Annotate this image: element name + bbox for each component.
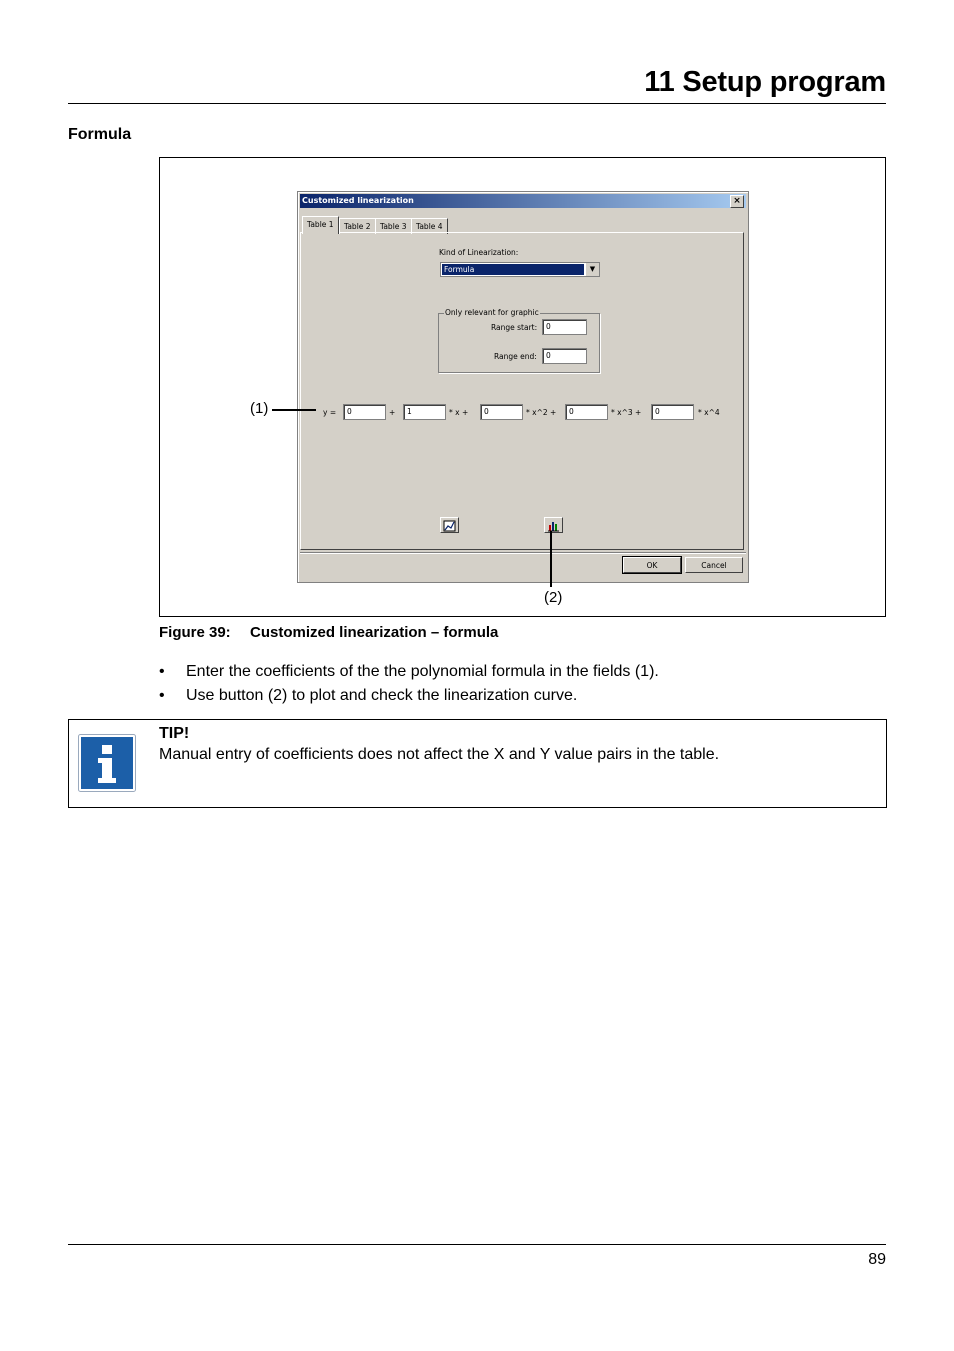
formula-x2-label: * x^2 + xyxy=(526,408,557,417)
ok-button[interactable]: OK xyxy=(623,557,681,573)
cancel-button[interactable]: Cancel xyxy=(685,557,743,573)
bullet-marker: • xyxy=(159,663,165,680)
chapter-title: 11 Setup program xyxy=(644,66,886,98)
section-title: Formula xyxy=(68,126,132,143)
formula-x4-label: * x^4 xyxy=(698,408,720,417)
plot-curve-button[interactable] xyxy=(544,517,563,533)
bullet-text: Use button (2) to plot and check the linearization curve. xyxy=(186,687,578,704)
tab-table-1[interactable]: Table 1 xyxy=(302,216,339,234)
coefficient-c1-field[interactable]: 1 xyxy=(403,404,446,420)
caption-number: Figure 39: xyxy=(159,624,231,641)
bullet-text: Enter the coefficients of the the polynomial formula in the fields (1). xyxy=(186,663,659,680)
group-label: Only relevant for graphic xyxy=(445,308,539,317)
dialog-title: Customized linearization xyxy=(302,196,414,205)
formula-y-label: y = xyxy=(323,408,337,417)
bar-chart-icon xyxy=(545,519,562,533)
coefficient-c2-field[interactable]: 0 xyxy=(480,404,523,420)
close-icon[interactable]: × xyxy=(730,195,744,208)
formula-plus-label: + xyxy=(389,408,396,417)
tab-table-2[interactable]: Table 2 xyxy=(339,218,376,234)
callout-1-line xyxy=(272,409,316,411)
page-number: 89 xyxy=(868,1251,886,1268)
tip-title: TIP! xyxy=(159,725,190,742)
range-end-field[interactable]: 0 xyxy=(542,348,587,364)
tab-table-3[interactable]: Table 3 xyxy=(375,218,412,234)
tab-panel xyxy=(300,232,744,550)
formula-x3-label: * x^3 + xyxy=(611,408,642,417)
coefficient-c4-field[interactable]: 0 xyxy=(651,404,694,420)
edit-chart-button[interactable] xyxy=(440,517,459,533)
tab-table-4[interactable]: Table 4 xyxy=(411,218,448,234)
header-rule xyxy=(68,103,886,104)
info-icon xyxy=(78,734,136,792)
chart-edit-icon xyxy=(441,519,458,533)
tip-text: Manual entry of coefficients does not affect the X and Y value pairs in the table. xyxy=(159,746,720,763)
coefficient-c0-field[interactable]: 0 xyxy=(343,404,386,420)
callout-2-label: (2) xyxy=(544,589,563,606)
coefficient-c3-field[interactable]: 0 xyxy=(565,404,608,420)
formula-x1-label: * x + xyxy=(449,408,469,417)
kind-selected-value: Formula xyxy=(442,264,584,275)
bullet-marker: • xyxy=(159,687,165,704)
callout-2-line xyxy=(550,531,552,587)
range-start-field[interactable]: 0 xyxy=(542,319,587,335)
figure-caption xyxy=(159,624,498,641)
caption-text: Customized linearization – formula xyxy=(250,624,499,641)
footer-rule xyxy=(68,1244,886,1245)
kind-select[interactable] xyxy=(440,262,600,277)
list-item xyxy=(159,663,659,681)
callout-1-label: (1) xyxy=(250,400,269,417)
chevron-down-icon[interactable]: ▼ xyxy=(585,263,599,276)
list-item xyxy=(159,687,577,705)
dialog-title-bar xyxy=(300,194,746,208)
range-end-label: Range end: xyxy=(494,352,537,361)
dialog-separator xyxy=(300,552,746,554)
range-start-label: Range start: xyxy=(491,323,538,332)
kind-label: Kind of Linearization: xyxy=(439,248,519,257)
linearization-dialog xyxy=(297,191,749,583)
